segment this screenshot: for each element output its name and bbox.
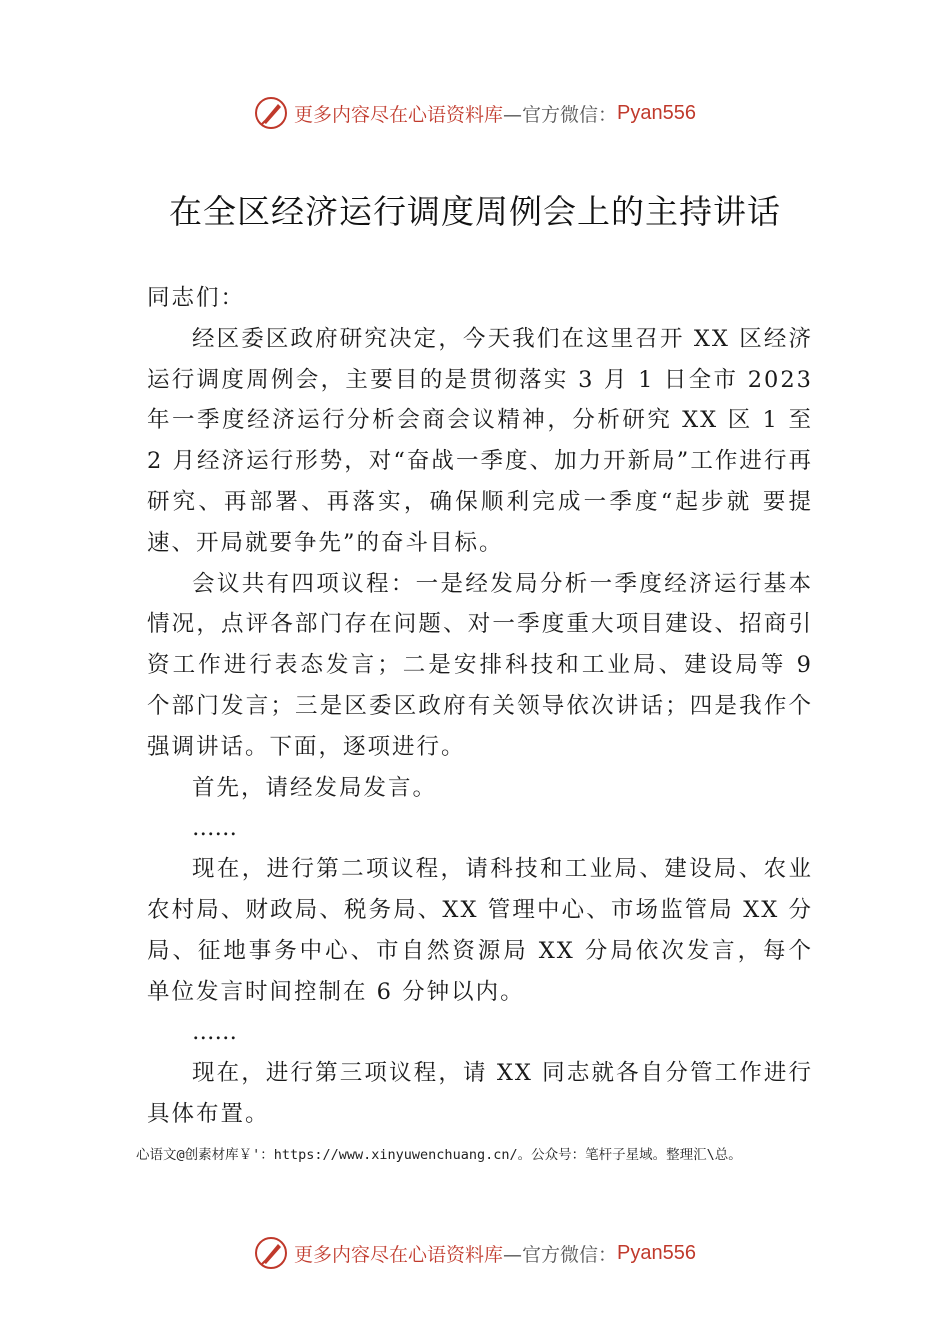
paragraph: 现在，进行第二项议程，请科技和工业局、建设局、农业农村局、财政局、税务局、XX 管理中心、市场监管局 XX 分局、征地事务中心、市自然资源局 XX 分局依次发言，每个单位发言时间控制在 6 分钟以内。 — [147, 856, 813, 1005]
banner-tail: —官方微信： — [503, 1243, 618, 1266]
paragraph: 经区委区政府研究决定，今天我们在这里召开 XX 区经济运行调度周例会，主要目的是贯彻落实 3 月 1 日全市 2023 年一季度经济运行分析会商会议精神，分析研究 XX 区 1 至 2 月经济运行形势，对“奋战一季度、加力开新局”工作进行再研究、再部署、再落实，确保顺利完成一季度“起步就 要提速、开局就要争先”的奋斗目标。 — [147, 325, 813, 556]
banner-wechat-id: Pyan556 — [617, 101, 696, 124]
header-banner — [0, 96, 950, 130]
paragraph: 首先，请经发局发言。 — [192, 774, 438, 801]
footer-banner — [0, 1236, 950, 1270]
paragraph: 会议共有四项议程：一是经发局分析一季度经济运行基本情况，点评各部门存在问题、对一季度重大项目建设、招商引资工作进行表态发言；二是安排科技和工业局、建设局等 9 个部门发言；三是区委区政府有关领导依次讲话；四是我作个强调讲话。下面，逐项进行。 — [147, 570, 813, 760]
banner-brand: 更多内容尽在心语资料库 — [294, 103, 504, 126]
paragraph: 现在，进行第三项议程，请 XX 同志就各自分管工作进行具体布置。 — [147, 1060, 813, 1127]
source-footer: 心语文@创素材库￥'：https://www.xinyuwenchuang.cn/。公众号：笔杆子星域。整理汇\总。 — [136, 1147, 742, 1163]
ellipsis: …… — [192, 1019, 237, 1046]
quill-logo-icon — [254, 96, 288, 130]
banner-brand: 更多内容尽在心语资料库 — [294, 1243, 504, 1266]
banner-tail: —官方微信： — [503, 103, 618, 126]
banner-wechat-id: Pyan556 — [617, 1241, 696, 1264]
ellipsis: …… — [192, 815, 237, 842]
salutation: 同志们： — [147, 285, 246, 311]
document-title: 在全区经济运行调度周例会上的主持讲话 — [169, 192, 781, 231]
quill-logo-icon — [254, 1236, 288, 1270]
document-body — [147, 278, 813, 1135]
